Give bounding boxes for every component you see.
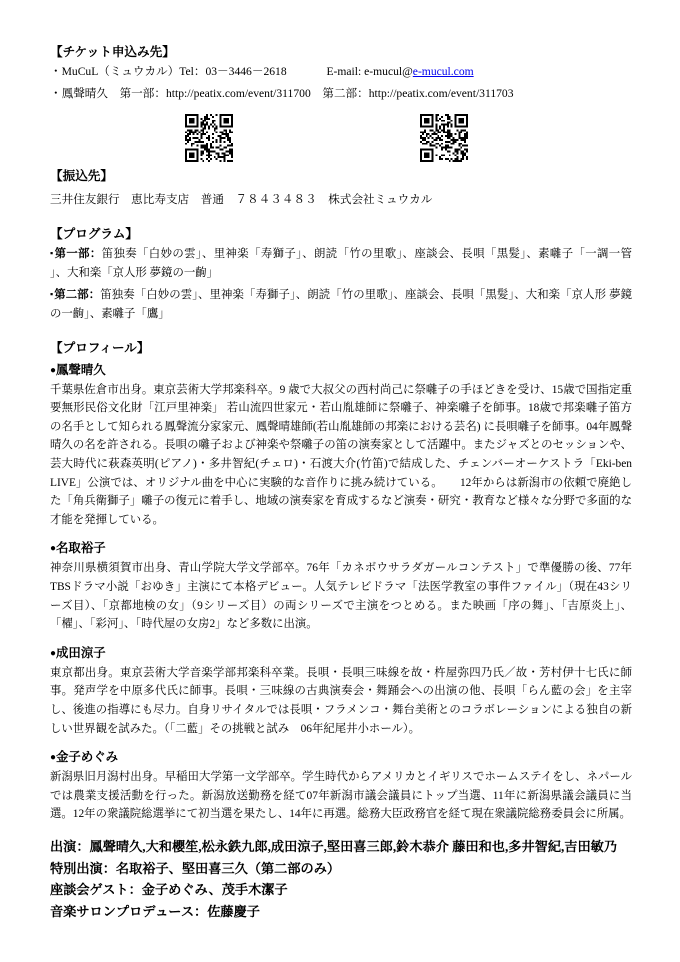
program-item-text: 笛独奏「白妙の雲」、里神楽「寿獅子」、朗読「竹の里歌」、座談会、長唄「黒髪」、大和楽「京人形 夢鏡の一齣」、素囃子「鷹」	[50, 288, 632, 321]
profile-entry-natori-yuko	[50, 540, 632, 633]
qr-code-part1-icon	[185, 114, 233, 162]
email-label: E-mail: e-mucul@	[326, 65, 413, 78]
circle-bullet-icon: ●	[50, 543, 57, 555]
credits-section	[50, 836, 632, 922]
program-item-label: 第一部：	[54, 248, 102, 260]
credit-line-special-guests: 特別出演：名取裕子、堅田喜三久（第二部のみ）	[50, 860, 341, 876]
peatix-url-part2: http://peatix.com/event/311703	[368, 87, 514, 100]
mucul-contact-line	[50, 61, 632, 83]
profile-name: 金子めぐみ	[56, 750, 118, 765]
program-heading: 【プログラム】	[50, 227, 139, 241]
qr-code-part2	[420, 114, 468, 162]
qr-code-part2-icon	[420, 114, 468, 162]
profile-entry-kaneko-megumi	[50, 749, 632, 824]
profile-name: 成田涼子	[56, 645, 106, 660]
circle-bullet-icon: ●	[50, 752, 57, 764]
program-item-text: 笛独奏「白妙の雲」、里神楽「寿獅子」、朗読「竹の里歌」、座談会、長唄「黒髪」、素囃子「一調一管 」、大和楽「京人形 夢鏡の一齣」	[50, 248, 632, 280]
program-item-part2	[50, 285, 632, 325]
performer-ticket-prefix: ・鳳聲晴久 第一部：	[50, 87, 166, 100]
program-item-label: 第二部：	[54, 288, 101, 301]
circle-bullet-icon: ●	[50, 364, 57, 376]
email-link[interactable]: e-mucul.com	[412, 65, 474, 78]
circle-bullet-icon: ●	[50, 647, 57, 659]
mucul-contact: ・MuCuL（ミュウカル）Tel：03－3446－2618	[50, 65, 287, 78]
profile-bio: 新潟県旧月潟村出身。早稲田大学第一文学部卒。学生時代からアメリカとイギリスでホームステイをし、ネパールでは農業支援活動を行った。新潟放送勤務を経て07年新潟市議会議員にトップ当選、11年に新潟県議会議員に当選。12年の衆議院総選挙にて初当選を果たし、14年に再選。総務大臣政務官を経て現在衆議院総務委員会に所属。	[50, 771, 632, 821]
square-bullet-icon: ▪	[50, 288, 54, 299]
profile-heading: 【プロフィール】	[50, 340, 150, 355]
ticket-heading: 【チケット申込み先】	[50, 45, 175, 59]
performer-ticket-line	[50, 83, 632, 105]
qr-row	[185, 114, 632, 162]
square-bullet-icon: ▪	[50, 248, 54, 258]
ticket-section	[50, 44, 632, 105]
profile-bio: 神奈川県横須賀市出身、青山学院大学文学部卒。76年「カネボウサラダガールコンテスト」で準優勝の後、77年TBSドラマ小説「おゆき」主演にて本格デビュー。人気テレビドラマ「法医学教室の事件ファイル」（現在43シリーズ目）、「京都地検の女」（9シリーズ目）の両シリーズで主演をつとめる。また映画「序の舞」、「吉原炎上」、「櫂」、「彩河」、「時代屋の女房2」など多数に出演。	[50, 562, 632, 631]
profile-entry-housei-haruhisa	[50, 362, 644, 530]
profile-section	[50, 340, 644, 824]
performer-ticket-mid: 第二部：	[310, 87, 369, 100]
profile-bio: 千葉県佐倉市出身。東京芸術大学邦楽科卒。9 歳で大叔父の西村尚己に祭囃子の手ほどきを受け、15歳で国指定重要無形民俗文化財「江戸里神楽」 若山流四世家元・若山胤雄師に祭囃子、神楽囃子を師事。18歳で邦楽囃子笛方の名手として知られる鳳聲流分家家元、鳳聲晴雄師(若山胤雄師の邦楽における芸名) に長唄囃子を師事。04年鳳聲晴久の名を許される。長唄の囃子および神楽や祭囃子の笛の演奏家として活躍中。またジャズとのセッションや、芸大時代に萩森英明(ピアノ)・多井智紀(チェロ)・石渡大介(竹笛)で結成した、チェンバーオーケストラ「Eki-ben LIVE」公演では、オリジナル曲を中心に実験的な音作りに挑み続けている。 12年からは新潟市の依頼で廃絶した「角兵衛獅子」囃子の復元に着手し、地域の演奏家を育成するなど演奏・研究・教育など様々な分野で多面的な才能を発揮している。	[50, 383, 644, 526]
profile-entry-narita-ryoko	[50, 645, 632, 738]
bank-heading: 【振込先】	[50, 169, 113, 183]
credit-line-cast: 出演：鳳聲晴久,大和櫻笙,松永鉄九郎,成田涼子,堅田喜三郎,鈴木恭介 藤田和也,多井智紀,吉田敏乃	[50, 838, 618, 854]
profile-name: 鳳聲晴久	[56, 362, 106, 377]
qr-code-part1	[185, 114, 233, 162]
profile-name: 名取裕子	[56, 541, 106, 556]
credit-line-talk-guests: 座談会ゲスト：金子めぐみ、茂手木潔子	[50, 882, 288, 898]
program-section	[50, 226, 632, 325]
bank-detail: 三井住友銀行 恵比寿支店 普通 ７８４３４８３ 株式会社ミュウカル	[50, 193, 433, 206]
program-item-part1	[50, 244, 632, 284]
profile-bio: 東京都出身。東京芸術大学音楽学部邦楽科卒業。長唄・長唄三味線を故・杵屋弥四乃氏／故・芳村伊十七氏に師事。発声学を中原多代氏に師事。長唄・三味線の古典演奏会・舞踊会への出演の他、長唄「らん藍の会」を主宰し、後進の指導にも尽力。自身リサイタルでは長唄・フラメンコ・舞台美術とのコラボレーションによる独自の新しい世界観を試みた。（「二藍」その挑戦と試み 06年紀尾井小ホール）。	[50, 666, 632, 735]
peatix-url-part1: http://peatix.com/event/311700	[165, 87, 311, 100]
bank-section	[50, 168, 632, 211]
credit-line-producer: 音楽サロンプロデュース：佐藤慶子	[50, 903, 260, 919]
